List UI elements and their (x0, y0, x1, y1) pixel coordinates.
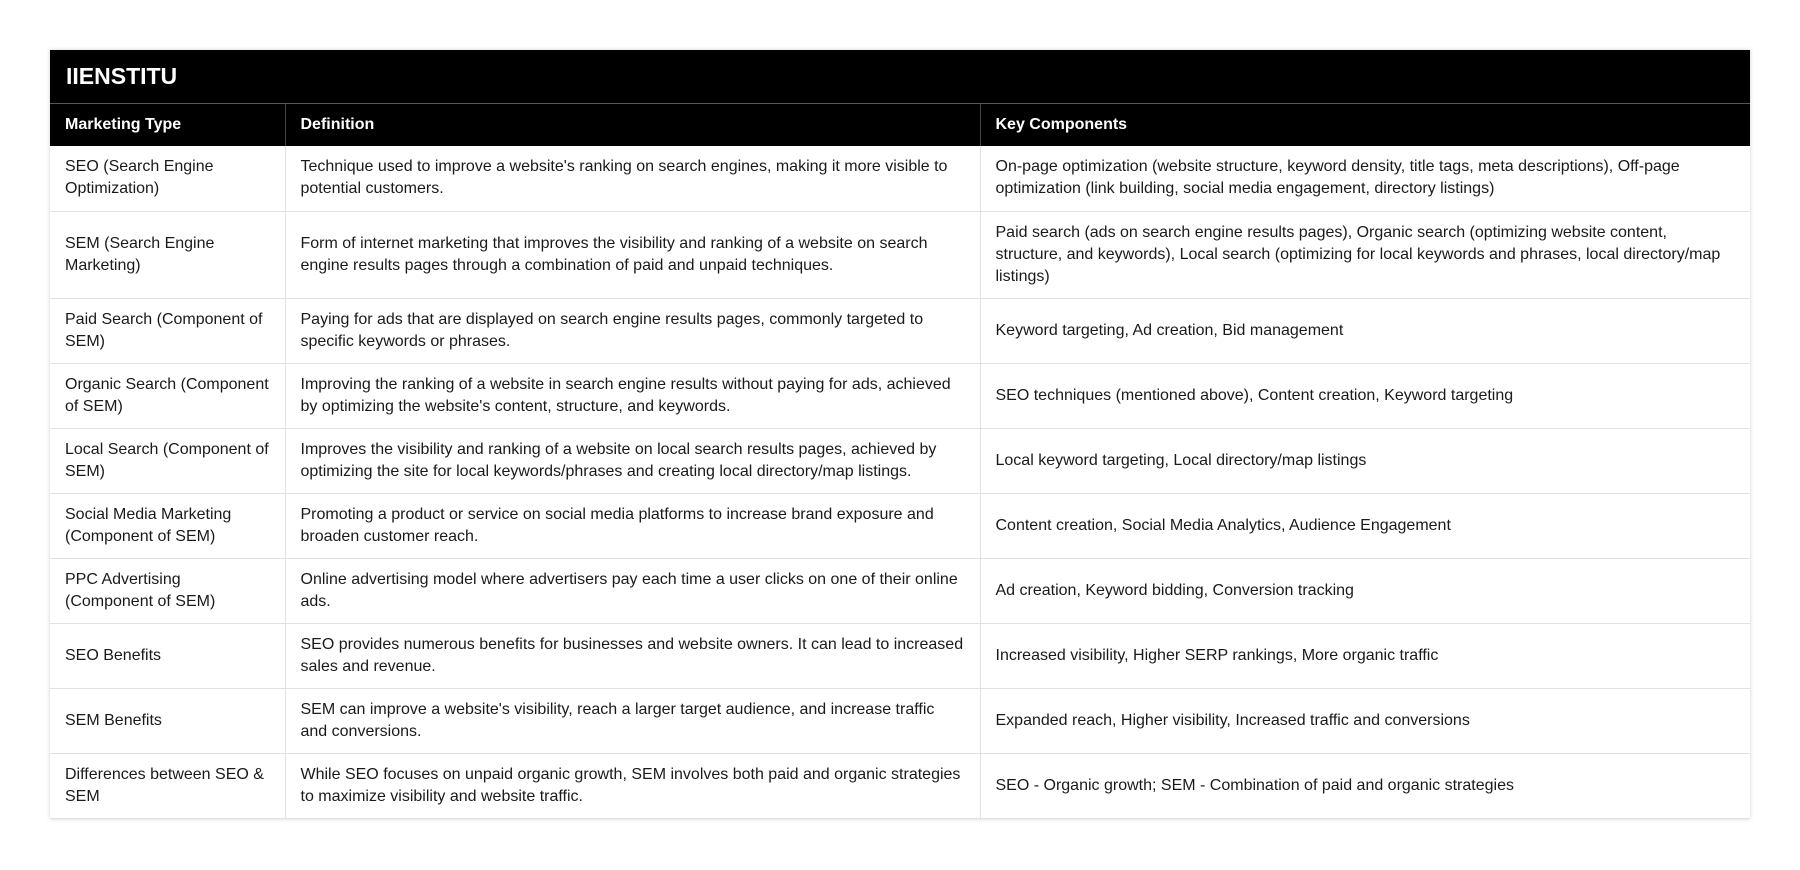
table-row (50, 753, 1750, 818)
cell-definition: Promoting a product or service on social media platforms to increase brand exposure and broaden customer reach. (285, 493, 980, 558)
cell-marketing-type: Organic Search (Component of SEM) (50, 363, 285, 428)
cell-marketing-type: PPC Advertising (Component of SEM) (50, 558, 285, 623)
cell-key-components: Paid search (ads on search engine results pages), Organic search (optimizing website content, structure, and keywords), Local search (optimizing for local keywords and phrases, local directory/map listings) (980, 211, 1750, 298)
table-row (50, 211, 1750, 298)
cell-marketing-type: SEM (Search Engine Marketing) (50, 211, 285, 298)
cell-key-components: SEO - Organic growth; SEM - Combination of paid and organic strategies (980, 753, 1750, 818)
table-row (50, 558, 1750, 623)
table-row (50, 623, 1750, 688)
table-row (50, 298, 1750, 363)
table-row (50, 493, 1750, 558)
table-body (50, 146, 1750, 818)
marketing-table (50, 104, 1750, 819)
cell-key-components: Local keyword targeting, Local directory/map listings (980, 428, 1750, 493)
table-row (50, 688, 1750, 753)
table-row (50, 428, 1750, 493)
column-header-key-components: Key Components (980, 104, 1750, 146)
cell-key-components: Increased visibility, Higher SERP rankings, More organic traffic (980, 623, 1750, 688)
cell-definition: Improves the visibility and ranking of a website on local search results pages, achieved by optimizing the site for local keywords/phrases and creating local directory/map listings. (285, 428, 980, 493)
cell-definition: Technique used to improve a website's ranking on search engines, making it more visible to potential customers. (285, 146, 980, 211)
column-header-marketing-type: Marketing Type (50, 104, 285, 146)
cell-definition: Improving the ranking of a website in search engine results without paying for ads, achieved by optimizing the website's content, structure, and keywords. (285, 363, 980, 428)
table-row (50, 363, 1750, 428)
cell-marketing-type: SEO Benefits (50, 623, 285, 688)
cell-key-components: Keyword targeting, Ad creation, Bid management (980, 298, 1750, 363)
cell-marketing-type: SEM Benefits (50, 688, 285, 753)
cell-definition: Form of internet marketing that improves the visibility and ranking of a website on search engine results pages through a combination of paid and unpaid techniques. (285, 211, 980, 298)
marketing-table-card (50, 50, 1750, 819)
cell-marketing-type: Social Media Marketing (Component of SEM) (50, 493, 285, 558)
cell-marketing-type: SEO (Search Engine Optimization) (50, 146, 285, 211)
cell-definition: Paying for ads that are displayed on search engine results pages, commonly targeted to specific keywords or phrases. (285, 298, 980, 363)
cell-definition: Online advertising model where advertisers pay each time a user clicks on one of their online ads. (285, 558, 980, 623)
cell-key-components: Content creation, Social Media Analytics, Audience Engagement (980, 493, 1750, 558)
cell-key-components: Ad creation, Keyword bidding, Conversion tracking (980, 558, 1750, 623)
cell-marketing-type: Paid Search (Component of SEM) (50, 298, 285, 363)
cell-marketing-type: Differences between SEO & SEM (50, 753, 285, 818)
cell-marketing-type: Local Search (Component of SEM) (50, 428, 285, 493)
table-title: IIENSTITU (50, 50, 1750, 104)
cell-key-components: Expanded reach, Higher visibility, Increased traffic and conversions (980, 688, 1750, 753)
cell-definition: SEM can improve a website's visibility, reach a larger target audience, and increase traffic and conversions. (285, 688, 980, 753)
cell-key-components: SEO techniques (mentioned above), Content creation, Keyword targeting (980, 363, 1750, 428)
cell-key-components: On-page optimization (website structure, keyword density, title tags, meta descriptions), Off-page optimization (link building, social media engagement, directory listings) (980, 146, 1750, 211)
table-row (50, 146, 1750, 211)
column-header-definition: Definition (285, 104, 980, 146)
cell-definition: While SEO focuses on unpaid organic growth, SEM involves both paid and organic strategies to maximize visibility and website traffic. (285, 753, 980, 818)
cell-definition: SEO provides numerous benefits for businesses and website owners. It can lead to increased sales and revenue. (285, 623, 980, 688)
table-header (50, 104, 1750, 146)
header-row (50, 104, 1750, 146)
